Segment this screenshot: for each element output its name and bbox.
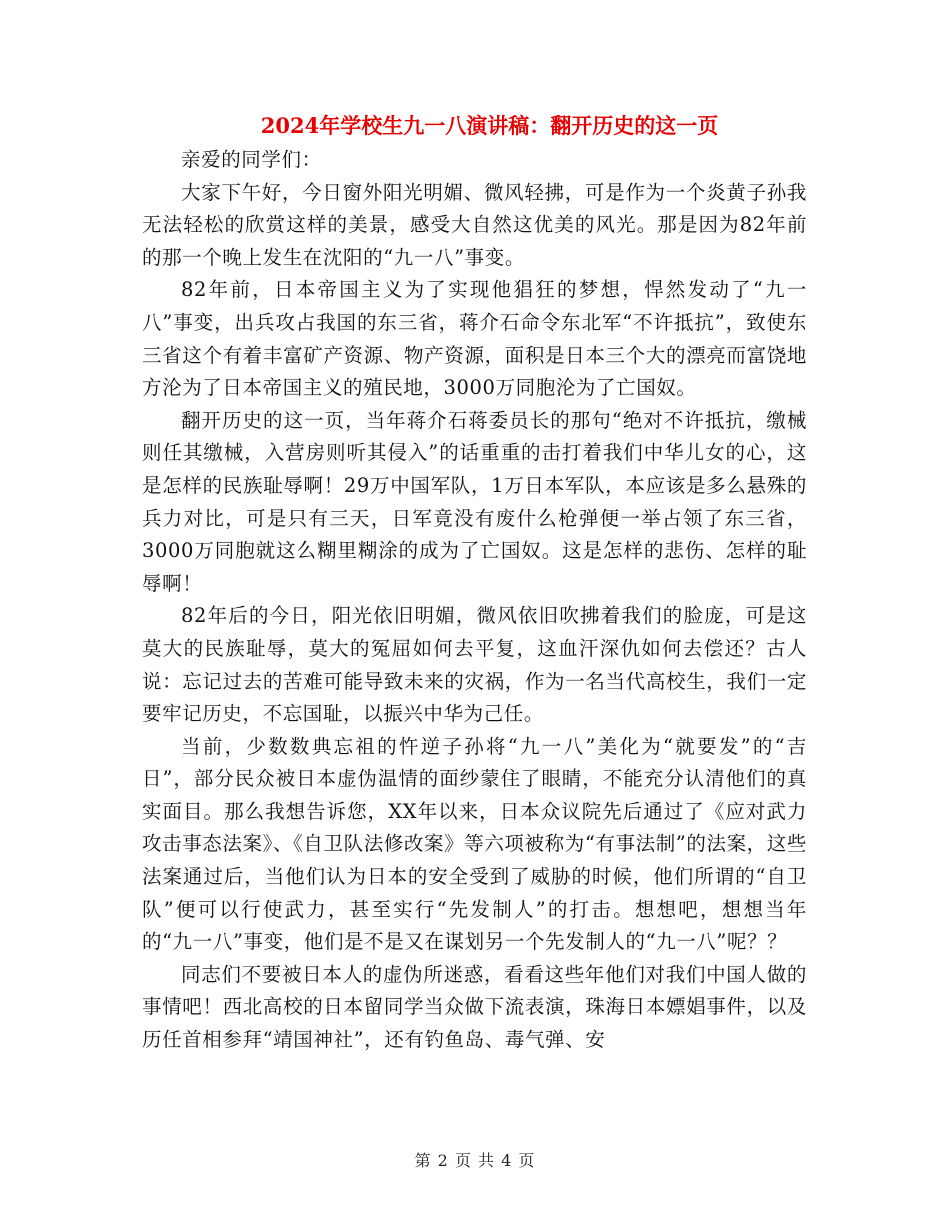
document-title: 2024年学校生九一八演讲稿：翻开历史的这一页 xyxy=(260,113,719,138)
paragraph-4: 82年后的今日，阳光依旧明媚，微风依旧吹拂着我们的脸庞，可是这莫大的民族耻辱，莫大的冤屈如何去平复，这血汗深仇如何去偿还？古人说：忘记过去的苦难可能导致未来的灾祸，作为一名当代高校生，我们一定要牢记历史，不忘国耻，以振兴中华为己任。 xyxy=(142,604,807,726)
paragraph-5: 当前，少数数典忘祖的忤逆子孙将“九一八”美化为“就要发”的“吉日”，部分民众被日本虚伪温情的面纱蒙住了眼睛，不能充分认清他们的真实面目。那么我想告诉您，XX年以来，日本众议院先后通过了《应对武力攻击事态法案》、《自卫队法修改案》等六项被称为“有事法制”的法案，这些法案通过后，当他们认为日本的安全受到了威胁的时候，他们所谓的“自卫队”便可以行使武力，甚至实行“先发制人”的打击。想想吧，想想当年的“九一八”事变，他们是不是又在谋划另一个先发制人的“九一八”呢？？ xyxy=(142,734,807,954)
paragraph-3: 翻开历史的这一页，当年蒋介石蒋委员长的那句“绝对不许抵抗，缴械则任其缴械，入营房则听其侵入”的话重重的击打着我们中华儿女的心，这是怎样的民族耻辱啊！29万中国军队，1万日本军队，本应该是多么悬殊的兵力对比，可是只有三天，日军竟没有废什么枪弹便一举占领了东三省，3000万同胞就这么糊里糊涂的成为了亡国奴。这是怎样的悲伤、怎样的耻辱啊！ xyxy=(142,408,807,595)
paragraph-2: 82年前，日本帝国主义为了实现他猖狂的梦想，悍然发动了“九一八”事变，出兵攻占我国的东三省，蒋介石命令东北军“不许抵抗”，致使东三省这个有着丰富矿产资源、物产资源，面积是日本三个大的漂亮而富饶地方沦为了日本帝国主义的殖民地，3000万同胞沦为了亡国奴。 xyxy=(142,278,807,400)
salutation: 亲爱的同学们： xyxy=(181,148,322,171)
page-number-footer: 第 2 页 共 4 页 xyxy=(414,1151,536,1170)
document-body xyxy=(142,108,807,1057)
paragraph-6: 同志们不要被日本人的虚伪所迷惑，看看这些年他们对我们中国人做的事情吧！西北高校的日本留同学当众做下流表演，珠海日本嫖娼事件，以及历任首相参拜“靖国神社”，还有钓鱼岛、毒气弹、安 xyxy=(142,962,807,1052)
paragraph-1: 大家下午好，今日窗外阳光明媚、微风轻拂，可是作为一个炎黄子孙我无法轻松的欣赏这样的美景，感受大自然这优美的风光。那是因为82年前的那一个晚上发生在沈阳的“九一八”事变。 xyxy=(142,180,807,269)
